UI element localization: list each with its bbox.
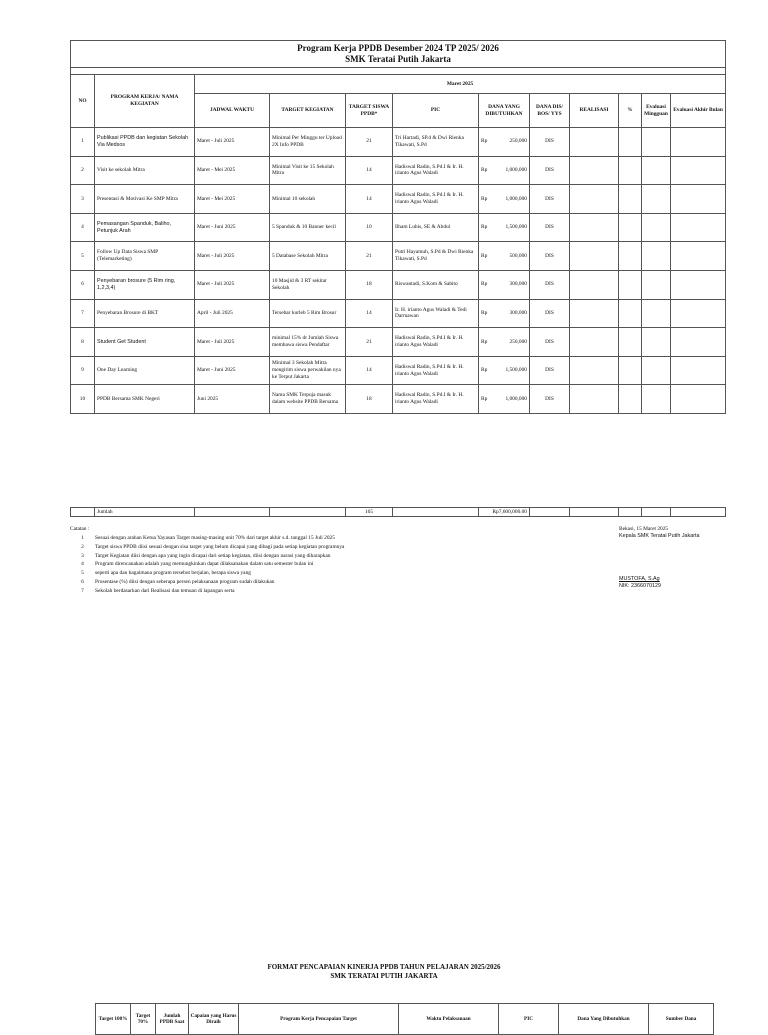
note-text: Program direncanakan adalah yang memungkinkan dapat dilaksanakan dalam satu semester bulan ini — [95, 561, 314, 568]
total-label: Jumlah — [95, 508, 195, 517]
row-evaluasi-akhir — [671, 128, 726, 157]
row-persen — [619, 328, 642, 357]
signature-nik: NIK: 2366070129 — [619, 583, 661, 590]
row-pic: Tri Hartadi, SP.d & Dwi Rienka Tikawati, S.Pd — [393, 128, 479, 157]
signature-name: MUSTOFA, S.Ag — [619, 576, 660, 583]
row-dana-cell — [479, 299, 530, 328]
row-evaluasi-akhir — [671, 270, 726, 299]
note-item — [70, 544, 490, 551]
table-row — [71, 128, 726, 157]
row-siswa: 10 — [346, 213, 393, 242]
header-program: PROGRAM KERJA/ NAMA KEGIATAN — [95, 75, 195, 128]
notes-section — [70, 526, 490, 596]
row-rp: Rp — [481, 252, 488, 259]
table-row — [71, 328, 726, 357]
row-dana: 1,000,000 — [505, 195, 527, 202]
row-realisasi — [570, 213, 619, 242]
total-siswa: 165 — [346, 508, 393, 517]
row-persen — [619, 185, 642, 214]
row-dis: DIS — [530, 213, 570, 242]
note-item — [70, 535, 490, 542]
row-no: 4 — [71, 213, 95, 242]
spacer-row — [71, 68, 726, 75]
row-evaluasi-akhir — [671, 185, 726, 214]
table-row — [71, 299, 726, 328]
pencapaian-header-cell: Capaian yang Harus Diraih — [189, 1004, 239, 1035]
row-evaluasi-mingguan — [642, 185, 671, 214]
row-evaluasi-akhir — [671, 299, 726, 328]
row-dis: DIS — [530, 328, 570, 357]
document-title — [71, 41, 726, 68]
row-dana-cell — [479, 328, 530, 357]
row-dana: 250,000 — [509, 138, 527, 145]
row-realisasi — [570, 156, 619, 185]
row-pic: Hadiswal Radin, S.Pd.I & Ir. H. irianto Agus Waladi — [393, 156, 479, 185]
row-persen — [619, 270, 642, 299]
row-evaluasi-akhir — [671, 242, 726, 271]
row-realisasi — [570, 385, 619, 414]
row-program: Student Get Student — [95, 328, 195, 357]
row-jadwal: Maret - Juli 2025 — [195, 128, 270, 157]
header-jadwal: JADWAL WAKTU — [195, 94, 270, 128]
pencapaian-header-cell: Target 70% — [131, 1004, 156, 1035]
program-kerja-sheet — [70, 40, 725, 414]
row-dana: 1,000,000 — [505, 167, 527, 174]
row-program: Visit ke sekolah Mitra — [95, 156, 195, 185]
note-item — [70, 588, 490, 595]
row-pic: Hadiswal Radin, S.Pd.I & Ir. H. irianto Agus Waladi — [393, 356, 479, 385]
row-no: 6 — [71, 270, 95, 299]
table-row — [71, 185, 726, 214]
row-dis: DIS — [530, 185, 570, 214]
pencapaian-header-cell: Dana Yang Dibutuhkan — [559, 1004, 649, 1035]
row-realisasi — [570, 328, 619, 357]
row-realisasi — [570, 356, 619, 385]
row-no: 2 — [71, 156, 95, 185]
row-dana: 300,000 — [509, 309, 527, 316]
signature-block — [619, 526, 700, 590]
row-rp: Rp — [481, 309, 488, 316]
row-realisasi — [570, 270, 619, 299]
header-no: NO — [71, 75, 95, 128]
row-persen — [619, 356, 642, 385]
row-dana-cell — [479, 270, 530, 299]
total-row — [70, 507, 726, 517]
row-jadwal: Maret - Juni 2025 — [195, 356, 270, 385]
row-pic: Hadiswal Radin, S.Pd.I & Ir. H. irianto Agus Waladi — [393, 185, 479, 214]
notes-list — [70, 535, 490, 594]
row-target: minimal 15% dr Jumlah Siswa membawa siswa Pendaftar — [270, 328, 346, 357]
row-program: Penyebaran Brosure di BKT — [95, 299, 195, 328]
pencapaian-header-cell: Jumlah PPDB Saat — [156, 1004, 189, 1035]
header-month: Maret 2025 — [195, 75, 726, 94]
row-persen — [619, 128, 642, 157]
row-pic: Putri Hayamuh, S.Pd & Dwi Rienka Tikawati, S.Pd — [393, 242, 479, 271]
row-rp: Rp — [481, 224, 488, 231]
row-evaluasi-mingguan — [642, 128, 671, 157]
table-row — [71, 156, 726, 185]
row-dana-cell — [479, 356, 530, 385]
header-dana-dis: DANA DIS/ BOS/ YYS — [530, 94, 570, 128]
note-number: 3 — [81, 552, 84, 559]
row-target: Minimal 10 sekolah — [270, 185, 346, 214]
notes-label: Catatan : — [70, 526, 90, 532]
row-evaluasi-mingguan — [642, 356, 671, 385]
row-dana: 1,000,000 — [505, 395, 527, 402]
row-realisasi — [570, 242, 619, 271]
footer-title — [0, 963, 768, 982]
note-item — [70, 570, 490, 577]
row-rp: Rp — [481, 338, 488, 345]
row-target: 10 Masjid & 3 RT sekitar Sekolah — [270, 270, 346, 299]
row-pic: Riswantadi, S.Kom & Sabito — [393, 270, 479, 299]
title-line-2: SMK Teratai Putih Jakarta — [345, 54, 451, 64]
note-item — [70, 553, 490, 560]
row-pic: Ilham Lubis, SE & Abdul — [393, 213, 479, 242]
row-realisasi — [570, 128, 619, 157]
row-target: Minimal 3 Sekolah Mitra mengirim siswa perwakilan nya ke Terput Jakarta — [270, 356, 346, 385]
row-target: Minimal Visit ke 15 Sekolah Mitra — [270, 156, 346, 185]
row-dana-cell — [479, 156, 530, 185]
row-dana-cell — [479, 185, 530, 214]
row-dana: 250,000 — [509, 338, 527, 345]
table-row — [71, 356, 726, 385]
note-number: 4 — [81, 561, 84, 568]
row-dis: DIS — [530, 299, 570, 328]
note-text: Target siswa PPDB diisi sesuai dengan sisa target yang belum dicapai yang dibagi pada setiap kegiatan programnya — [95, 543, 345, 550]
note-item — [70, 561, 490, 568]
row-jadwal: Maret - Juni 2025 — [195, 213, 270, 242]
note-text: Target Kegiatan diisi dengan apa yang ingin dicapai dari setiap kegiatan, diisi dengan narasi yang diharapkan — [95, 552, 331, 559]
row-jadwal: Maret - Juli 2025 — [195, 328, 270, 357]
row-evaluasi-akhir — [671, 356, 726, 385]
row-evaluasi-akhir — [671, 328, 726, 357]
row-evaluasi-akhir — [671, 156, 726, 185]
note-number: 6 — [81, 578, 84, 585]
row-siswa: 21 — [346, 128, 393, 157]
row-no: 10 — [71, 385, 95, 414]
header-evaluasi-mingguan: Evaluasi Mingguan — [642, 94, 671, 128]
signature-role: Kepala SMK Teratai Putih Jakarta — [619, 533, 700, 540]
header-evaluasi-akhir: Evaluasi Akhir Bulan — [671, 94, 726, 128]
note-number: 1 — [81, 535, 84, 541]
row-target: 5 Spanduk & 10 Banner kecil — [270, 213, 346, 242]
row-target: 5 Database Sekolah Mitra — [270, 242, 346, 271]
program-rows — [71, 128, 726, 414]
row-persen — [619, 242, 642, 271]
row-pic: Hadiswal Radin, S.Pd.I & Ir. H. irianto Agus Waladi — [393, 385, 479, 414]
header-pic: PIC — [393, 94, 479, 128]
row-realisasi — [570, 185, 619, 214]
row-siswa: 21 — [346, 242, 393, 271]
header-target-kegiatan: TARGET KEGIATAN — [270, 94, 346, 128]
row-program: Presentasi & Motivasi Ke SMP Mitra — [95, 185, 195, 214]
row-siswa: 14 — [346, 156, 393, 185]
row-dana: 500,000 — [509, 252, 527, 259]
row-evaluasi-mingguan — [642, 328, 671, 357]
row-siswa: 14 — [346, 356, 393, 385]
row-dana-cell — [479, 242, 530, 271]
header-target-siswa: TARGET SISWA PPDB* — [346, 94, 393, 128]
row-evaluasi-mingguan — [642, 270, 671, 299]
row-target: Tersebar kurleb 5 Rim Brosur — [270, 299, 346, 328]
row-siswa: 14 — [346, 185, 393, 214]
row-dana-cell — [479, 128, 530, 157]
note-item — [70, 579, 490, 586]
row-jadwal: Maret - Juli 2025 — [195, 242, 270, 271]
row-program: Pemasangan Spanduk, Baliho, Petunjuk Arah — [95, 213, 195, 242]
row-dana-cell — [479, 213, 530, 242]
pencapaian-header-cell: Waktu Pelaksanaan — [399, 1004, 499, 1035]
row-evaluasi-akhir — [671, 213, 726, 242]
row-no: 8 — [71, 328, 95, 357]
row-evaluasi-mingguan — [642, 213, 671, 242]
header-dana: DANA YANG DIBUTUHKAN — [479, 94, 530, 128]
row-evaluasi-mingguan — [642, 385, 671, 414]
row-program: PPDB Bersama SMK Negeri — [95, 385, 195, 414]
row-dana-cell — [479, 385, 530, 414]
row-rp: Rp — [481, 195, 488, 202]
footer-title-line-1: FORMAT PENCAPAIAN KINERJA PPDB TAHUN PELAJARAN 2025/2026 — [267, 963, 501, 971]
row-program: Follow Up Data Siswa SMP (Telemarketing) — [95, 242, 195, 271]
row-no: 3 — [71, 185, 95, 214]
row-siswa: 14 — [346, 299, 393, 328]
row-no: 5 — [71, 242, 95, 271]
row-rp: Rp — [481, 367, 488, 374]
pencapaian-header-cell: Sumber Dana — [649, 1004, 714, 1035]
note-number: 5 — [81, 570, 84, 576]
pencapaian-table — [95, 1003, 714, 1035]
row-jadwal: April - Juli 2025 — [195, 299, 270, 328]
row-jadwal: Juni 2025 — [195, 385, 270, 414]
row-target: Nama SMK Terpuja masuk dalam website PPDB Bersama — [270, 385, 346, 414]
signature-place-date: Bekasi, 15 Maret 2025 — [619, 526, 669, 532]
total-dana: Rp7,600,000.00 — [479, 508, 530, 517]
row-evaluasi-mingguan — [642, 156, 671, 185]
row-realisasi — [570, 299, 619, 328]
row-evaluasi-akhir — [671, 385, 726, 414]
row-persen — [619, 213, 642, 242]
row-dana: 1,500,000 — [505, 367, 527, 374]
table-row — [71, 213, 726, 242]
row-siswa: 18 — [346, 385, 393, 414]
row-persen — [619, 156, 642, 185]
row-dana: 1,500,000 — [505, 224, 527, 231]
row-program: Penyebaran brosure (5 Rim ring, 1,2,3,4) — [95, 270, 195, 299]
table-row — [71, 242, 726, 271]
row-target: Minimal Per Minggu ter Upload 2X Info PPDB — [270, 128, 346, 157]
row-dis: DIS — [530, 270, 570, 299]
row-no: 1 — [71, 128, 95, 157]
header-persen: % — [619, 94, 642, 128]
note-text: Sekolah berdasarkan dari Realisasi dan temuan di lapangan serta — [95, 587, 235, 594]
row-evaluasi-mingguan — [642, 242, 671, 271]
note-number: 2 — [81, 543, 84, 550]
row-siswa: 21 — [346, 328, 393, 357]
note-number: 7 — [81, 587, 84, 594]
pencapaian-header-row — [96, 1004, 714, 1035]
pencapaian-header-cell: PIC — [499, 1004, 559, 1035]
row-jadwal: Maret - Mei 2025 — [195, 185, 270, 214]
row-no: 7 — [71, 299, 95, 328]
row-program: Publikasi PPDB dan kegiatan Sekolah Via Medsos — [95, 128, 195, 157]
table-row — [71, 270, 726, 299]
row-dis: DIS — [530, 156, 570, 185]
pencapaian-header-cell: Program Kerja Pencapaian Target — [239, 1004, 399, 1035]
note-text: Prosentase (%) diisi dengan seberapa persen pelaksanaan program sudah dilakukan — [95, 578, 275, 585]
title-line-1: Program Kerja PPDB Desember 2024 TP 2025/ 2026 — [297, 42, 499, 53]
row-dis: DIS — [530, 385, 570, 414]
row-jadwal: Maret - Juli 2025 — [195, 270, 270, 299]
note-text: Sesuai dengan arahan Ketua Yayasan Target masing-masing unit 70% dari target akhir s.d. tanggal 15 Juli 2025 — [95, 535, 335, 541]
row-dis: DIS — [530, 356, 570, 385]
footer-title-line-2: SMK TERATAI PUTIH JAKARTA — [330, 972, 438, 981]
row-rp: Rp — [481, 281, 488, 288]
row-program: One Day Learning — [95, 356, 195, 385]
row-jadwal: Maret - Mei 2025 — [195, 156, 270, 185]
row-no: 9 — [71, 356, 95, 385]
header-realisasi: REALISASI — [570, 94, 619, 128]
row-pic: Ir. H. irianto Agus Waladi & Tedi Darmawan — [393, 299, 479, 328]
row-evaluasi-mingguan — [642, 299, 671, 328]
row-rp: Rp — [481, 167, 488, 174]
row-rp: Rp — [481, 138, 488, 145]
row-persen — [619, 385, 642, 414]
program-kerja-table — [70, 40, 726, 414]
row-dis: DIS — [530, 128, 570, 157]
row-siswa: 18 — [346, 270, 393, 299]
row-persen — [619, 299, 642, 328]
row-dis: DIS — [530, 242, 570, 271]
row-pic: Hadiswal Radin, S.Pd.I & Ir. H. irianto Agus Waladi — [393, 328, 479, 357]
row-rp: Rp — [481, 395, 488, 402]
table-row — [71, 385, 726, 414]
note-text: seperti apa dan bagaimana program tersebut berjalan, berapa siswa yang — [95, 570, 251, 576]
row-dana: 300,000 — [509, 281, 527, 288]
pencapaian-header-cell: Target 100% — [96, 1004, 131, 1035]
